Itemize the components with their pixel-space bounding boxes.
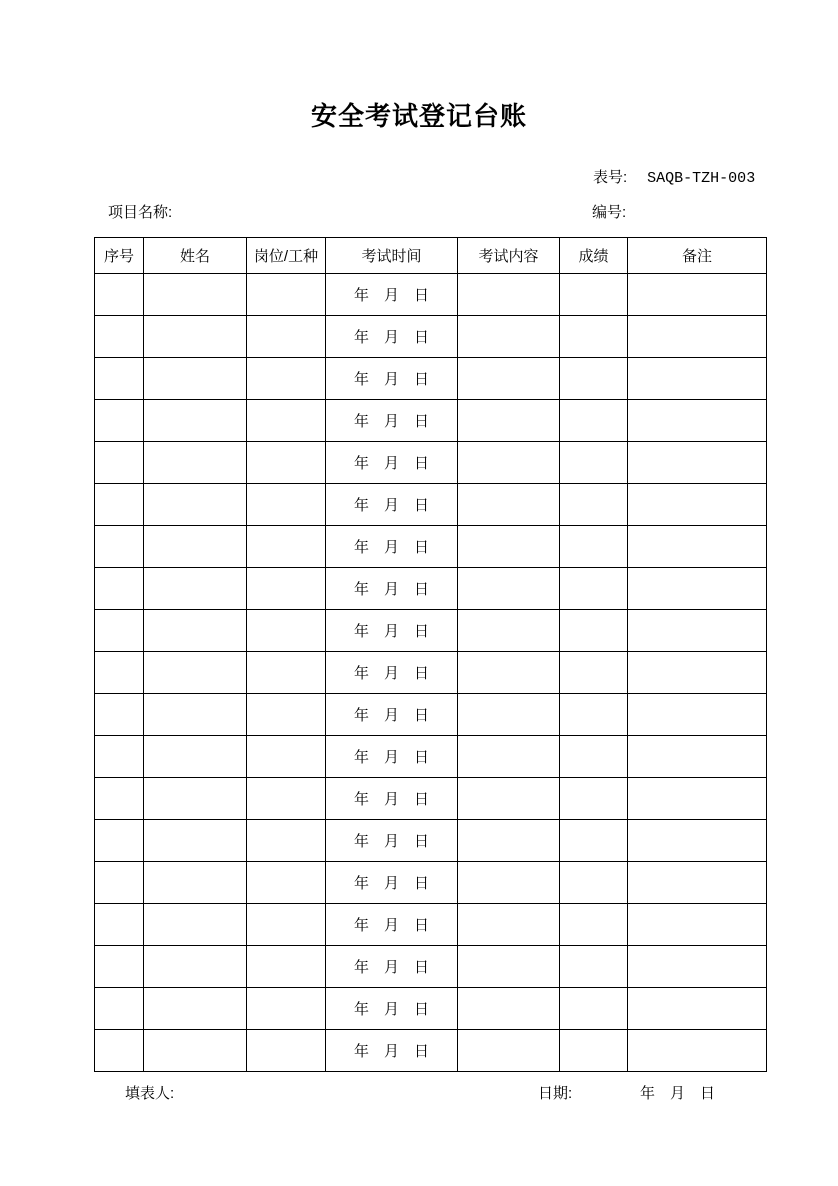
empty-cell	[458, 904, 560, 946]
table-row	[95, 1030, 767, 1072]
empty-cell	[560, 904, 628, 946]
exam-time-cell: 年 月 日	[326, 694, 458, 736]
exam-time-cell: 年 月 日	[326, 820, 458, 862]
empty-cell	[95, 904, 144, 946]
empty-cell	[560, 316, 628, 358]
empty-cell	[560, 652, 628, 694]
empty-cell	[628, 946, 767, 988]
empty-cell	[458, 778, 560, 820]
table-row	[95, 400, 767, 442]
table-row	[95, 442, 767, 484]
empty-cell	[95, 736, 144, 778]
table-row	[95, 988, 767, 1030]
empty-cell	[247, 1030, 326, 1072]
table-row	[95, 316, 767, 358]
empty-cell	[144, 694, 247, 736]
exam-time-cell: 年 月 日	[326, 904, 458, 946]
empty-cell	[628, 274, 767, 316]
empty-cell	[95, 988, 144, 1030]
empty-cell	[458, 946, 560, 988]
empty-cell	[95, 946, 144, 988]
empty-cell	[247, 988, 326, 1030]
date-placeholder: 年 月 日	[640, 1085, 716, 1102]
empty-cell	[144, 946, 247, 988]
empty-cell	[95, 1030, 144, 1072]
empty-cell	[247, 820, 326, 862]
empty-cell	[628, 736, 767, 778]
empty-cell	[95, 568, 144, 610]
table-row	[95, 862, 767, 904]
column-header: 考试时间	[326, 238, 458, 274]
empty-cell	[458, 862, 560, 904]
empty-cell	[628, 904, 767, 946]
exam-time-cell: 年 月 日	[326, 526, 458, 568]
empty-cell	[247, 946, 326, 988]
empty-cell	[95, 652, 144, 694]
empty-cell	[95, 862, 144, 904]
empty-cell	[560, 988, 628, 1030]
project-name-label: 项目名称:	[108, 204, 173, 221]
empty-cell	[144, 400, 247, 442]
empty-cell	[458, 610, 560, 652]
empty-cell	[247, 484, 326, 526]
empty-cell	[458, 652, 560, 694]
empty-cell	[247, 862, 326, 904]
empty-cell	[95, 274, 144, 316]
empty-cell	[247, 358, 326, 400]
table-row	[95, 904, 767, 946]
table-row	[95, 358, 767, 400]
empty-cell	[628, 652, 767, 694]
empty-cell	[628, 610, 767, 652]
empty-cell	[628, 442, 767, 484]
empty-cell	[247, 694, 326, 736]
exam-time-cell: 年 月 日	[326, 610, 458, 652]
table-row	[95, 652, 767, 694]
empty-cell	[628, 820, 767, 862]
exam-time-cell: 年 月 日	[326, 736, 458, 778]
empty-cell	[560, 694, 628, 736]
empty-cell	[458, 568, 560, 610]
column-header: 成绩	[560, 238, 628, 274]
empty-cell	[560, 610, 628, 652]
exam-time-cell: 年 月 日	[326, 862, 458, 904]
exam-time-cell: 年 月 日	[326, 778, 458, 820]
empty-cell	[458, 358, 560, 400]
empty-cell	[144, 652, 247, 694]
column-header: 姓名	[144, 238, 247, 274]
empty-cell	[144, 778, 247, 820]
exam-time-cell: 年 月 日	[326, 274, 458, 316]
empty-cell	[458, 274, 560, 316]
empty-cell	[458, 442, 560, 484]
table-row	[95, 484, 767, 526]
empty-cell	[144, 610, 247, 652]
empty-cell	[628, 400, 767, 442]
empty-cell	[628, 568, 767, 610]
empty-cell	[95, 526, 144, 568]
empty-cell	[628, 358, 767, 400]
table-row	[95, 274, 767, 316]
empty-cell	[247, 652, 326, 694]
empty-cell	[560, 568, 628, 610]
exam-time-cell: 年 月 日	[326, 400, 458, 442]
table-row	[95, 526, 767, 568]
empty-cell	[628, 526, 767, 568]
empty-cell	[247, 904, 326, 946]
empty-cell	[247, 736, 326, 778]
table-row	[95, 820, 767, 862]
empty-cell	[628, 988, 767, 1030]
empty-cell	[628, 484, 767, 526]
empty-cell	[247, 778, 326, 820]
table-row	[95, 568, 767, 610]
empty-cell	[144, 484, 247, 526]
table-row	[95, 946, 767, 988]
empty-cell	[560, 442, 628, 484]
empty-cell	[247, 400, 326, 442]
exam-time-cell: 年 月 日	[326, 484, 458, 526]
empty-cell	[560, 736, 628, 778]
empty-cell	[628, 316, 767, 358]
empty-cell	[458, 736, 560, 778]
empty-cell	[95, 694, 144, 736]
table-row	[95, 736, 767, 778]
empty-cell	[560, 526, 628, 568]
table-body	[95, 274, 767, 1072]
empty-cell	[247, 568, 326, 610]
empty-cell	[628, 1030, 767, 1072]
empty-cell	[560, 1030, 628, 1072]
empty-cell	[458, 526, 560, 568]
exam-time-cell: 年 月 日	[326, 1030, 458, 1072]
empty-cell	[560, 820, 628, 862]
exam-time-cell: 年 月 日	[326, 358, 458, 400]
empty-cell	[144, 358, 247, 400]
empty-cell	[458, 400, 560, 442]
form-code-line	[593, 166, 755, 187]
empty-cell	[144, 904, 247, 946]
empty-cell	[560, 358, 628, 400]
exam-time-cell: 年 月 日	[326, 946, 458, 988]
empty-cell	[95, 820, 144, 862]
empty-cell	[95, 778, 144, 820]
exam-time-cell: 年 月 日	[326, 316, 458, 358]
empty-cell	[458, 694, 560, 736]
empty-cell	[144, 736, 247, 778]
empty-cell	[95, 484, 144, 526]
empty-cell	[144, 862, 247, 904]
exam-time-cell: 年 月 日	[326, 652, 458, 694]
empty-cell	[144, 1030, 247, 1072]
empty-cell	[247, 610, 326, 652]
filler-label: 填表人:	[125, 1085, 175, 1102]
empty-cell	[247, 316, 326, 358]
page-title: 安全考试登记台账	[310, 101, 527, 131]
empty-cell	[560, 400, 628, 442]
empty-cell	[628, 694, 767, 736]
empty-cell	[95, 442, 144, 484]
form-code-value: SAQB-TZH-003	[647, 170, 756, 187]
empty-cell	[560, 484, 628, 526]
column-header: 备注	[628, 238, 767, 274]
exam-time-cell: 年 月 日	[326, 442, 458, 484]
empty-cell	[560, 778, 628, 820]
empty-cell	[144, 442, 247, 484]
empty-cell	[247, 442, 326, 484]
empty-cell	[95, 358, 144, 400]
empty-cell	[560, 946, 628, 988]
empty-cell	[144, 820, 247, 862]
form-code-label: 表号:	[593, 169, 628, 186]
empty-cell	[560, 862, 628, 904]
empty-cell	[144, 274, 247, 316]
empty-cell	[458, 316, 560, 358]
empty-cell	[628, 862, 767, 904]
exam-time-cell: 年 月 日	[326, 568, 458, 610]
empty-cell	[247, 526, 326, 568]
empty-cell	[458, 1030, 560, 1072]
empty-cell	[458, 988, 560, 1030]
empty-cell	[247, 274, 326, 316]
empty-cell	[95, 400, 144, 442]
empty-cell	[144, 316, 247, 358]
table-header-row	[95, 238, 767, 274]
empty-cell	[560, 274, 628, 316]
empty-cell	[144, 526, 247, 568]
table-row	[95, 778, 767, 820]
column-header: 考试内容	[458, 238, 560, 274]
empty-cell	[628, 778, 767, 820]
exam-ledger-table	[94, 237, 767, 1072]
number-label: 编号:	[592, 204, 627, 221]
column-header: 岗位/工种	[247, 238, 326, 274]
empty-cell	[144, 988, 247, 1030]
table-row	[95, 610, 767, 652]
column-header: 序号	[95, 238, 144, 274]
empty-cell	[458, 484, 560, 526]
empty-cell	[458, 820, 560, 862]
empty-cell	[144, 568, 247, 610]
date-label: 日期:	[538, 1085, 573, 1102]
table-row	[95, 694, 767, 736]
empty-cell	[95, 316, 144, 358]
empty-cell	[95, 610, 144, 652]
exam-time-cell: 年 月 日	[326, 988, 458, 1030]
